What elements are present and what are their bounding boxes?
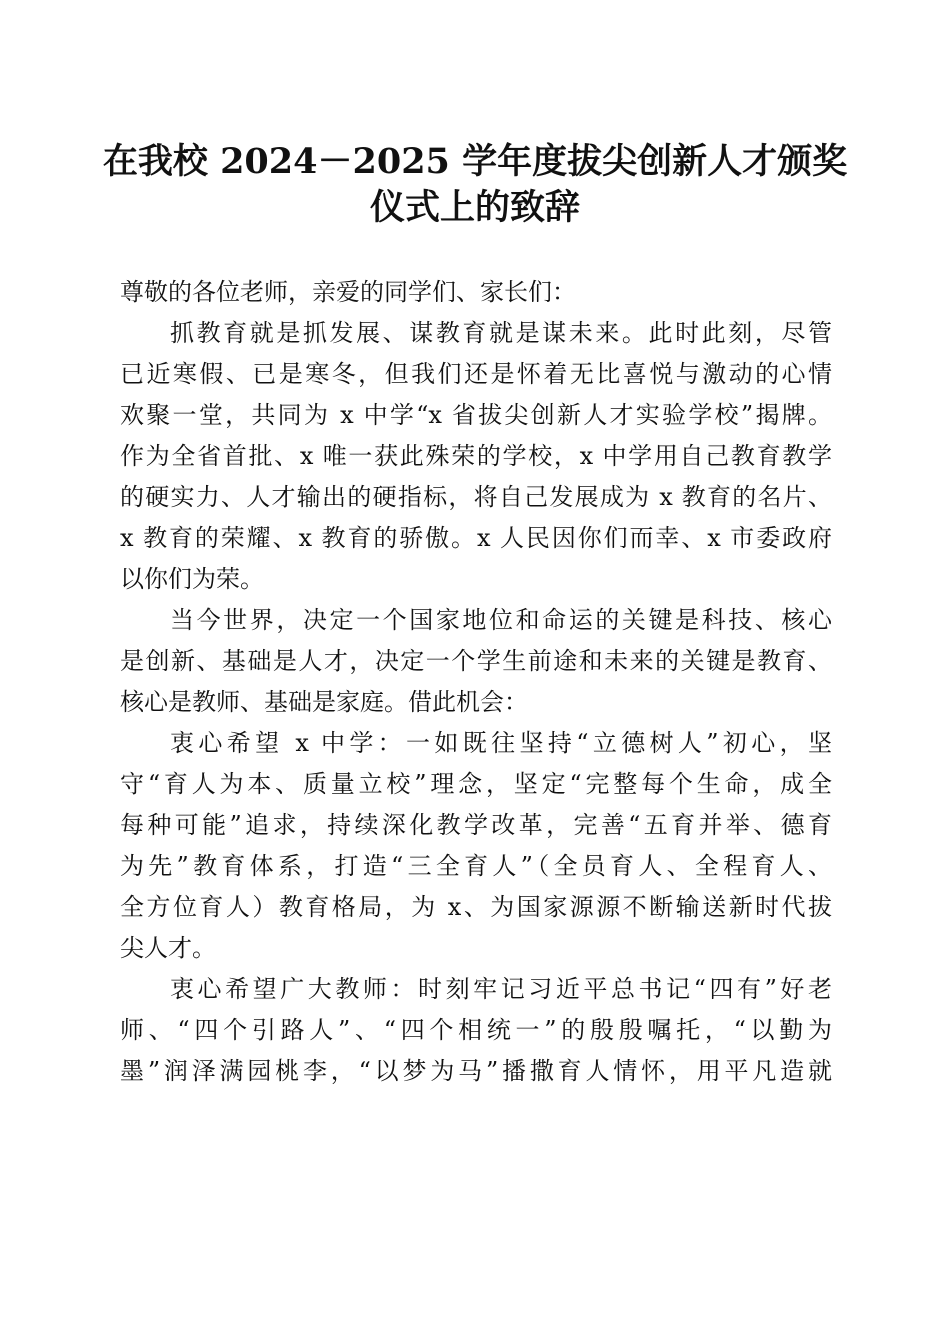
- paragraph-2-line: 当今世界，决定一个国家地位和命运的关键是科技、核心: [170, 606, 832, 634]
- paragraph-3-line: 全方位育人）教育格局，为 x、为国家源源不断输送新时代拔: [120, 893, 832, 921]
- paragraph-2-line: 是创新、基础是人才，决定一个学生前途和未来的关键是教育、: [120, 647, 832, 675]
- paragraph-4-line: 师、“四个引路人”、“四个相统一”的殷殷嘱托，“以勤为: [120, 1016, 832, 1044]
- paragraph-3-line: 尖人才。: [120, 934, 216, 962]
- paragraph-3-line: 每种可能”追求，持续深化教学改革，完善“五育并举、德育: [120, 811, 832, 839]
- paragraph-1-line: 欢聚一堂，共同为 x 中学“x 省拔尖创新人才实验学校”揭牌。: [120, 401, 832, 429]
- paragraph-1-line: 以你们为荣。: [120, 565, 264, 593]
- paragraph-4-line: 墨”润泽满园桃李，“以梦为马”播撒育人情怀，用平凡造就: [120, 1057, 832, 1085]
- document-title-line-1: 在我校 2024－2025 学年度拔尖创新人才颁奖: [102, 141, 848, 182]
- paragraph-1-line: 作为全省首批、x 唯一获此殊荣的学校，x 中学用自己教育教学: [120, 442, 832, 470]
- paragraph-1-line: 的硬实力、人才输出的硬指标，将自己发展成为 x 教育的名片、: [120, 483, 832, 511]
- paragraph-1-line: 已近寒假、已是寒冬，但我们还是怀着无比喜悦与激动的心情: [120, 360, 832, 388]
- paragraph-3-line: 为先”教育体系，打造“三全育人”（全员育人、全程育人、: [120, 852, 832, 880]
- paragraph-1-line: 抓教育就是抓发展、谋教育就是谋未来。此时此刻，尽管: [170, 319, 832, 347]
- salutation: 尊敬的各位老师，亲爱的同学们、家长们：: [120, 278, 576, 306]
- paragraph-1-line: x 教育的荣耀、x 教育的骄傲。x 人民因你们而幸、x 市委政府: [120, 524, 832, 552]
- paragraph-3-line: 衷心希望 x 中学：一如既往坚持“立德树人”初心，坚: [170, 729, 832, 757]
- paragraph-3-line: 守“育人为本、质量立校”理念，坚定“完整每个生命，成全: [120, 770, 832, 798]
- document-body: [120, 272, 832, 1092]
- paragraph-2-line: 核心是教师、基础是家庭。借此机会：: [120, 688, 528, 716]
- paragraph-4-line: 衷心希望广大教师：时刻牢记习近平总书记“四有”好老: [170, 975, 832, 1003]
- document-title-line-2: 仪式上的致辞: [369, 187, 580, 228]
